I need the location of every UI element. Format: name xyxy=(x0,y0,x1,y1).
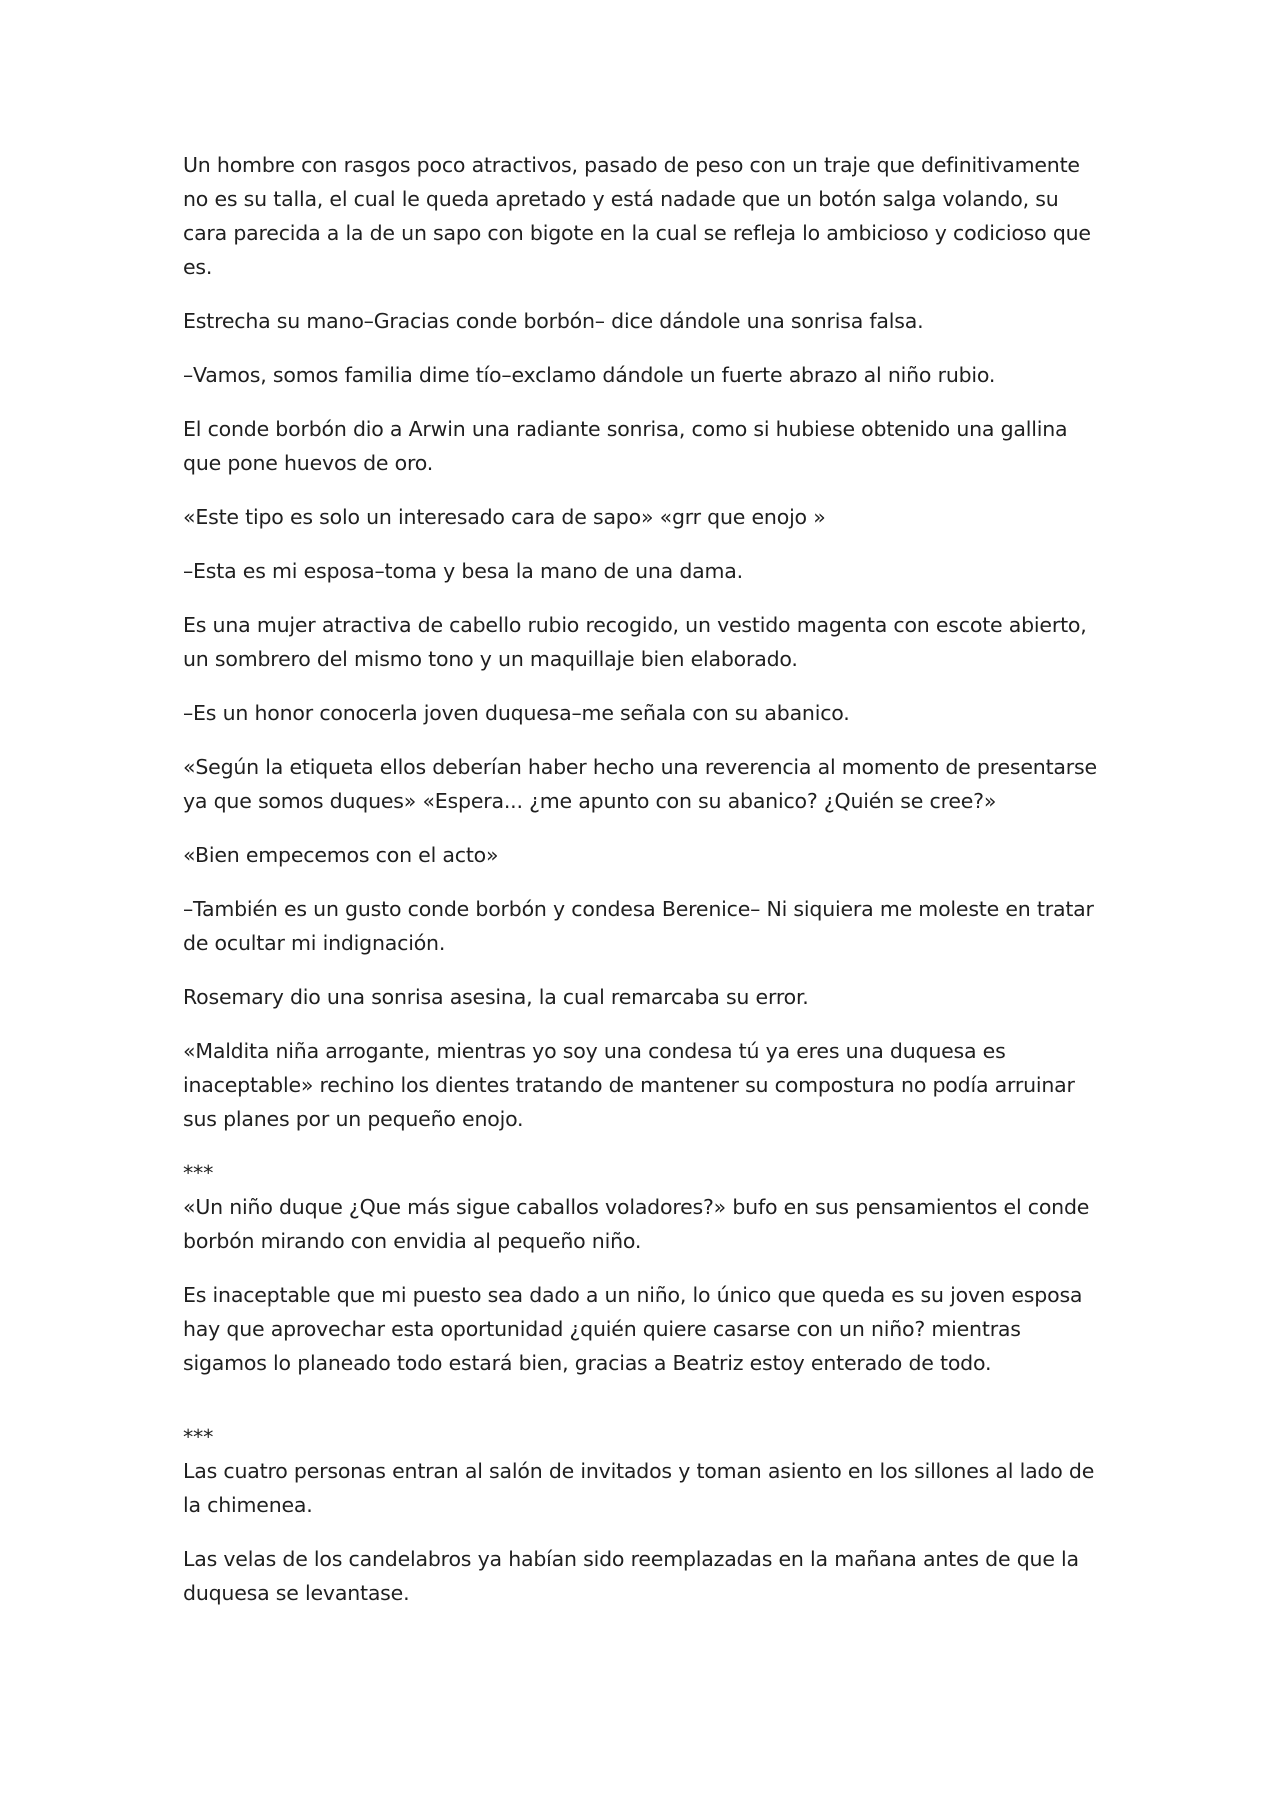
paragraph: «Maldita niña arrogante, mientras yo soy una condesa tú ya eres una duquesa es inaceptable» rechino los dientes tratando de mantener su compostura no podía arruinar sus planes por un pequeño enojo. xyxy=(183,1039,1075,1131)
paragraph: Es inaceptable que mi puesto sea dado a un niño, lo único que queda es su joven esposa hay que aprovechar esta oportunidad ¿quién quiere casarse con un niño? mientras sigamos lo planeado todo estará bien, gracias a Beatriz estoy enterado de todo. xyxy=(183,1283,1083,1375)
document-body xyxy=(183,148,1098,1630)
paragraph: Es una mujer atractiva de cabello rubio recogido, un vestido magenta con escote abierto, un sombrero del mismo tono y un maquillaje bien elaborado. xyxy=(183,613,1087,671)
paragraph: –Es un honor conocerla joven duquesa–me señala con su abanico. xyxy=(183,701,850,725)
paragraph: –Esta es mi esposa–toma y besa la mano de una dama. xyxy=(183,559,743,583)
paragraph: «Según la etiqueta ellos deberían haber hecho una reverencia al momento de presentarse ya que somos duques» «Espera... ¿me apunto con su abanico? ¿Quién se cree?» xyxy=(183,755,1097,813)
paragraph: Un hombre con rasgos poco atractivos, pasado de peso con un traje que definitivamente no es su talla, el cual le queda apretado y está nadade que un botón salga volando, su cara parecida a la de un sapo con bigote en la cual se refleja lo ambicioso y codicioso que es. xyxy=(183,153,1091,279)
scene-separator: *** xyxy=(183,1161,214,1185)
paragraph: Estrecha su mano–Gracias conde borbón– dice dándole una sonrisa falsa. xyxy=(183,309,924,333)
paragraph: «Este tipo es solo un interesado cara de sapo» «grr que enojo » xyxy=(183,505,826,529)
paragraph: –También es un gusto conde borbón y condesa Berenice– Ni siquiera me moleste en tratar de ocultar mi indignación. xyxy=(183,897,1094,955)
paragraph: «Bien empecemos con el acto» xyxy=(183,843,499,867)
paragraph: Las cuatro personas entran al salón de invitados y toman asiento en los sillones al lado de la chimenea. xyxy=(183,1459,1095,1517)
paragraph: –Vamos, somos familia dime tío–exclamo dándole un fuerte abrazo al niño rubio. xyxy=(183,363,996,387)
paragraph: Rosemary dio una sonrisa asesina, la cual remarcaba su error. xyxy=(183,985,809,1009)
scene-separator: *** xyxy=(183,1425,214,1449)
paragraph: «Un niño duque ¿Que más sigue caballos voladores?» bufo en sus pensamientos el conde borbón mirando con envidia al pequeño niño. xyxy=(183,1195,1090,1253)
paragraph: El conde borbón dio a Arwin una radiante sonrisa, como si hubiese obtenido una gallina que pone huevos de oro. xyxy=(183,417,1068,475)
paragraph: Las velas de los candelabros ya habían sido reemplazadas en la mañana antes de que la duquesa se levantase. xyxy=(183,1547,1079,1605)
